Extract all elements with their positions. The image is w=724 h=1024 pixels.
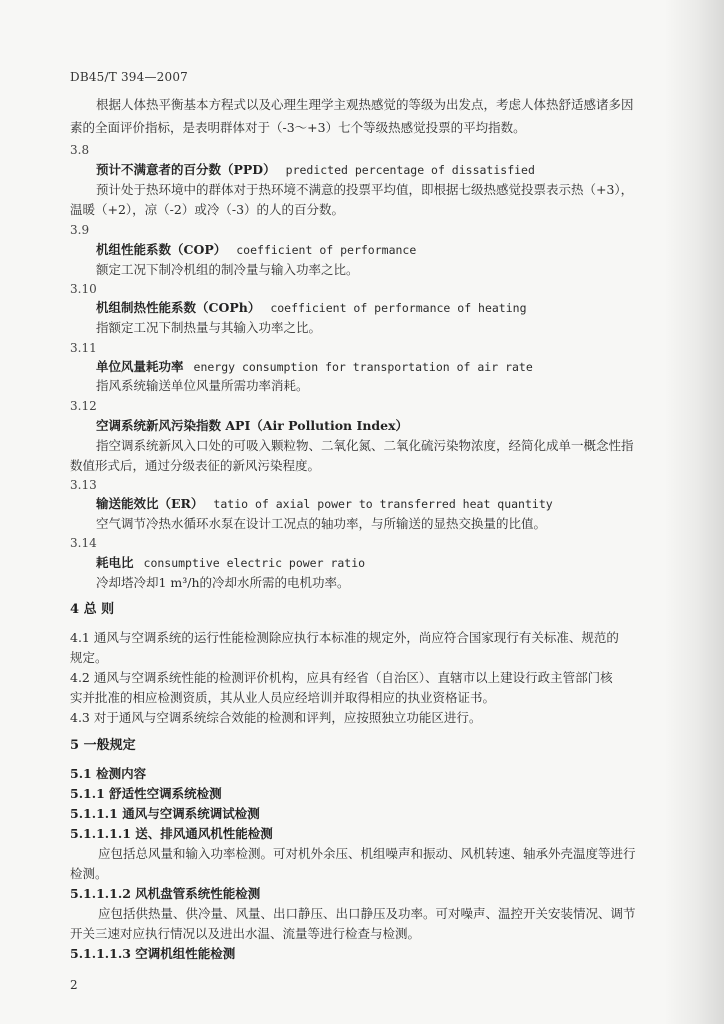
clause-number: 3.13 bbox=[70, 478, 97, 492]
paragraph-line: 预计处于热环境中的群体对于热环境不满意的投票平均值，即根据七级热感觉投票表示热（+3）， bbox=[96, 182, 634, 197]
paragraph-line: 应包括供热量、供冷量、风量、出口静压、出口静压及功率。可对噪声、温控开关安装情况、调节 bbox=[98, 906, 636, 921]
paragraph-line: 实并批准的相应检测资质，其从业人员应经培训并取得相应的执业资格证书。 bbox=[70, 690, 496, 705]
paragraph-line: 指额定工况下制热量与其输入功率之比。 bbox=[96, 320, 322, 335]
paragraph-line: 指空调系统新风入口处的可吸入颗粒物、二氧化氮、二氧化硫污染物浓度，经简化成单一概念性指 bbox=[96, 438, 634, 453]
paragraph-line: 数值形式后，通过分级表征的新风污染程度。 bbox=[70, 458, 321, 473]
clause-number: 3.14 bbox=[70, 536, 97, 550]
term-en: predicted percentage of dissatisfied bbox=[285, 163, 535, 177]
term-cn: 机组性能系数（COP） bbox=[96, 242, 227, 257]
term-en: tatio of axial power to transferred heat quantity bbox=[213, 497, 553, 511]
paragraph-line: 额定工况下制冷机组的制冷量与输入功率之比。 bbox=[96, 262, 359, 277]
paragraph-line: 空气调节冷热水循环水泵在设计工况点的轴功率，与所输送的显热交换量的比值。 bbox=[96, 516, 547, 531]
section-heading: 5.1.1.1.3 空调机组性能检测 bbox=[70, 946, 236, 961]
clause-number: 3.10 bbox=[70, 282, 97, 296]
term-cn: 耗电比 bbox=[96, 555, 134, 570]
paragraph-line: 规定。 bbox=[70, 650, 108, 665]
term-en: coefficient of performance of heating bbox=[270, 301, 527, 315]
paragraph-line: 检测。 bbox=[70, 866, 108, 881]
clause-number: 3.9 bbox=[70, 223, 90, 237]
term-cn: 机组制热性能系数（COPh） bbox=[96, 300, 261, 315]
page-number: 2 bbox=[70, 978, 78, 992]
term-cn: 输送能效比（ER） bbox=[96, 496, 204, 511]
paragraph-line: 素的全面评价指标，是表明群体对于（-3～+3）七个等级热感觉投票的平均指数。 bbox=[70, 120, 526, 135]
paragraph-line: 根据人体热平衡基本方程式以及心理生理学主观热感觉的等级为出发点，考虑人体热舒适感诸多因 bbox=[96, 97, 634, 112]
binding-shadow bbox=[664, 0, 724, 1024]
term-title bbox=[96, 555, 365, 571]
term-cn: 单位风量耗功率 bbox=[96, 359, 184, 374]
term-title: 空调系统新风污染指数 API（Air Pollution Index） bbox=[96, 418, 409, 433]
paragraph-line: 指风系统输送单位风量所需功率消耗。 bbox=[96, 378, 309, 393]
chapter-heading: 5 一般规定 bbox=[70, 738, 136, 753]
section-heading: 5.1 检测内容 bbox=[70, 766, 147, 781]
term-title bbox=[96, 300, 527, 316]
paragraph-line: 开关三速对应执行情况以及进出水温、流量等进行检查与检测。 bbox=[70, 926, 421, 941]
chapter-heading: 4 总 则 bbox=[70, 602, 115, 617]
paragraph-line: 应包括总风量和输入功率检测。可对机外余压、机组噪声和振动、风机转速、轴承外壳温度等进行 bbox=[98, 846, 636, 861]
term-en: energy consumption for transportation of air rate bbox=[193, 360, 533, 374]
paragraph-line: 4.1 通风与空调系统的运行性能检测除应执行本标准的规定外，尚应符合国家现行有关标准、规范的 bbox=[70, 630, 619, 645]
clause-number: 3.8 bbox=[70, 143, 90, 157]
paragraph-line: 4.3 对于通风与空调系统综合效能的检测和评判，应按照独立功能区进行。 bbox=[70, 710, 482, 725]
term-title bbox=[96, 359, 533, 375]
section-heading: 5.1.1.1.2 风机盘管系统性能检测 bbox=[70, 886, 261, 901]
term-title bbox=[96, 496, 553, 512]
section-heading: 5.1.1.1 通风与空调系统调试检测 bbox=[70, 806, 260, 821]
paragraph-line: 4.2 通风与空调系统性能的检测评价机构，应具有经省（自治区）、直辖市以上建设行政主管部门核 bbox=[70, 670, 613, 685]
standard-code-header: DB45/T 394—2007 bbox=[70, 70, 189, 84]
paragraph-line: 温暖（+2），凉（-2）或冷（-3）的人的百分数。 bbox=[70, 202, 345, 217]
clause-number: 3.11 bbox=[70, 341, 97, 355]
term-title bbox=[96, 242, 416, 258]
term-cn: 预计不满意者的百分数（PPD） bbox=[96, 162, 276, 177]
term-title bbox=[96, 162, 535, 178]
term-en: consumptive electric power ratio bbox=[143, 556, 366, 570]
paragraph-line: 冷却塔冷却1 m³/h的冷却水所需的电机功率。 bbox=[96, 575, 350, 590]
section-heading: 5.1.1.1.1 送、排风通风机性能检测 bbox=[70, 826, 273, 841]
clause-number: 3.12 bbox=[70, 399, 97, 413]
term-en: coefficient of performance bbox=[236, 243, 417, 257]
section-heading: 5.1.1 舒适性空调系统检测 bbox=[70, 786, 222, 801]
